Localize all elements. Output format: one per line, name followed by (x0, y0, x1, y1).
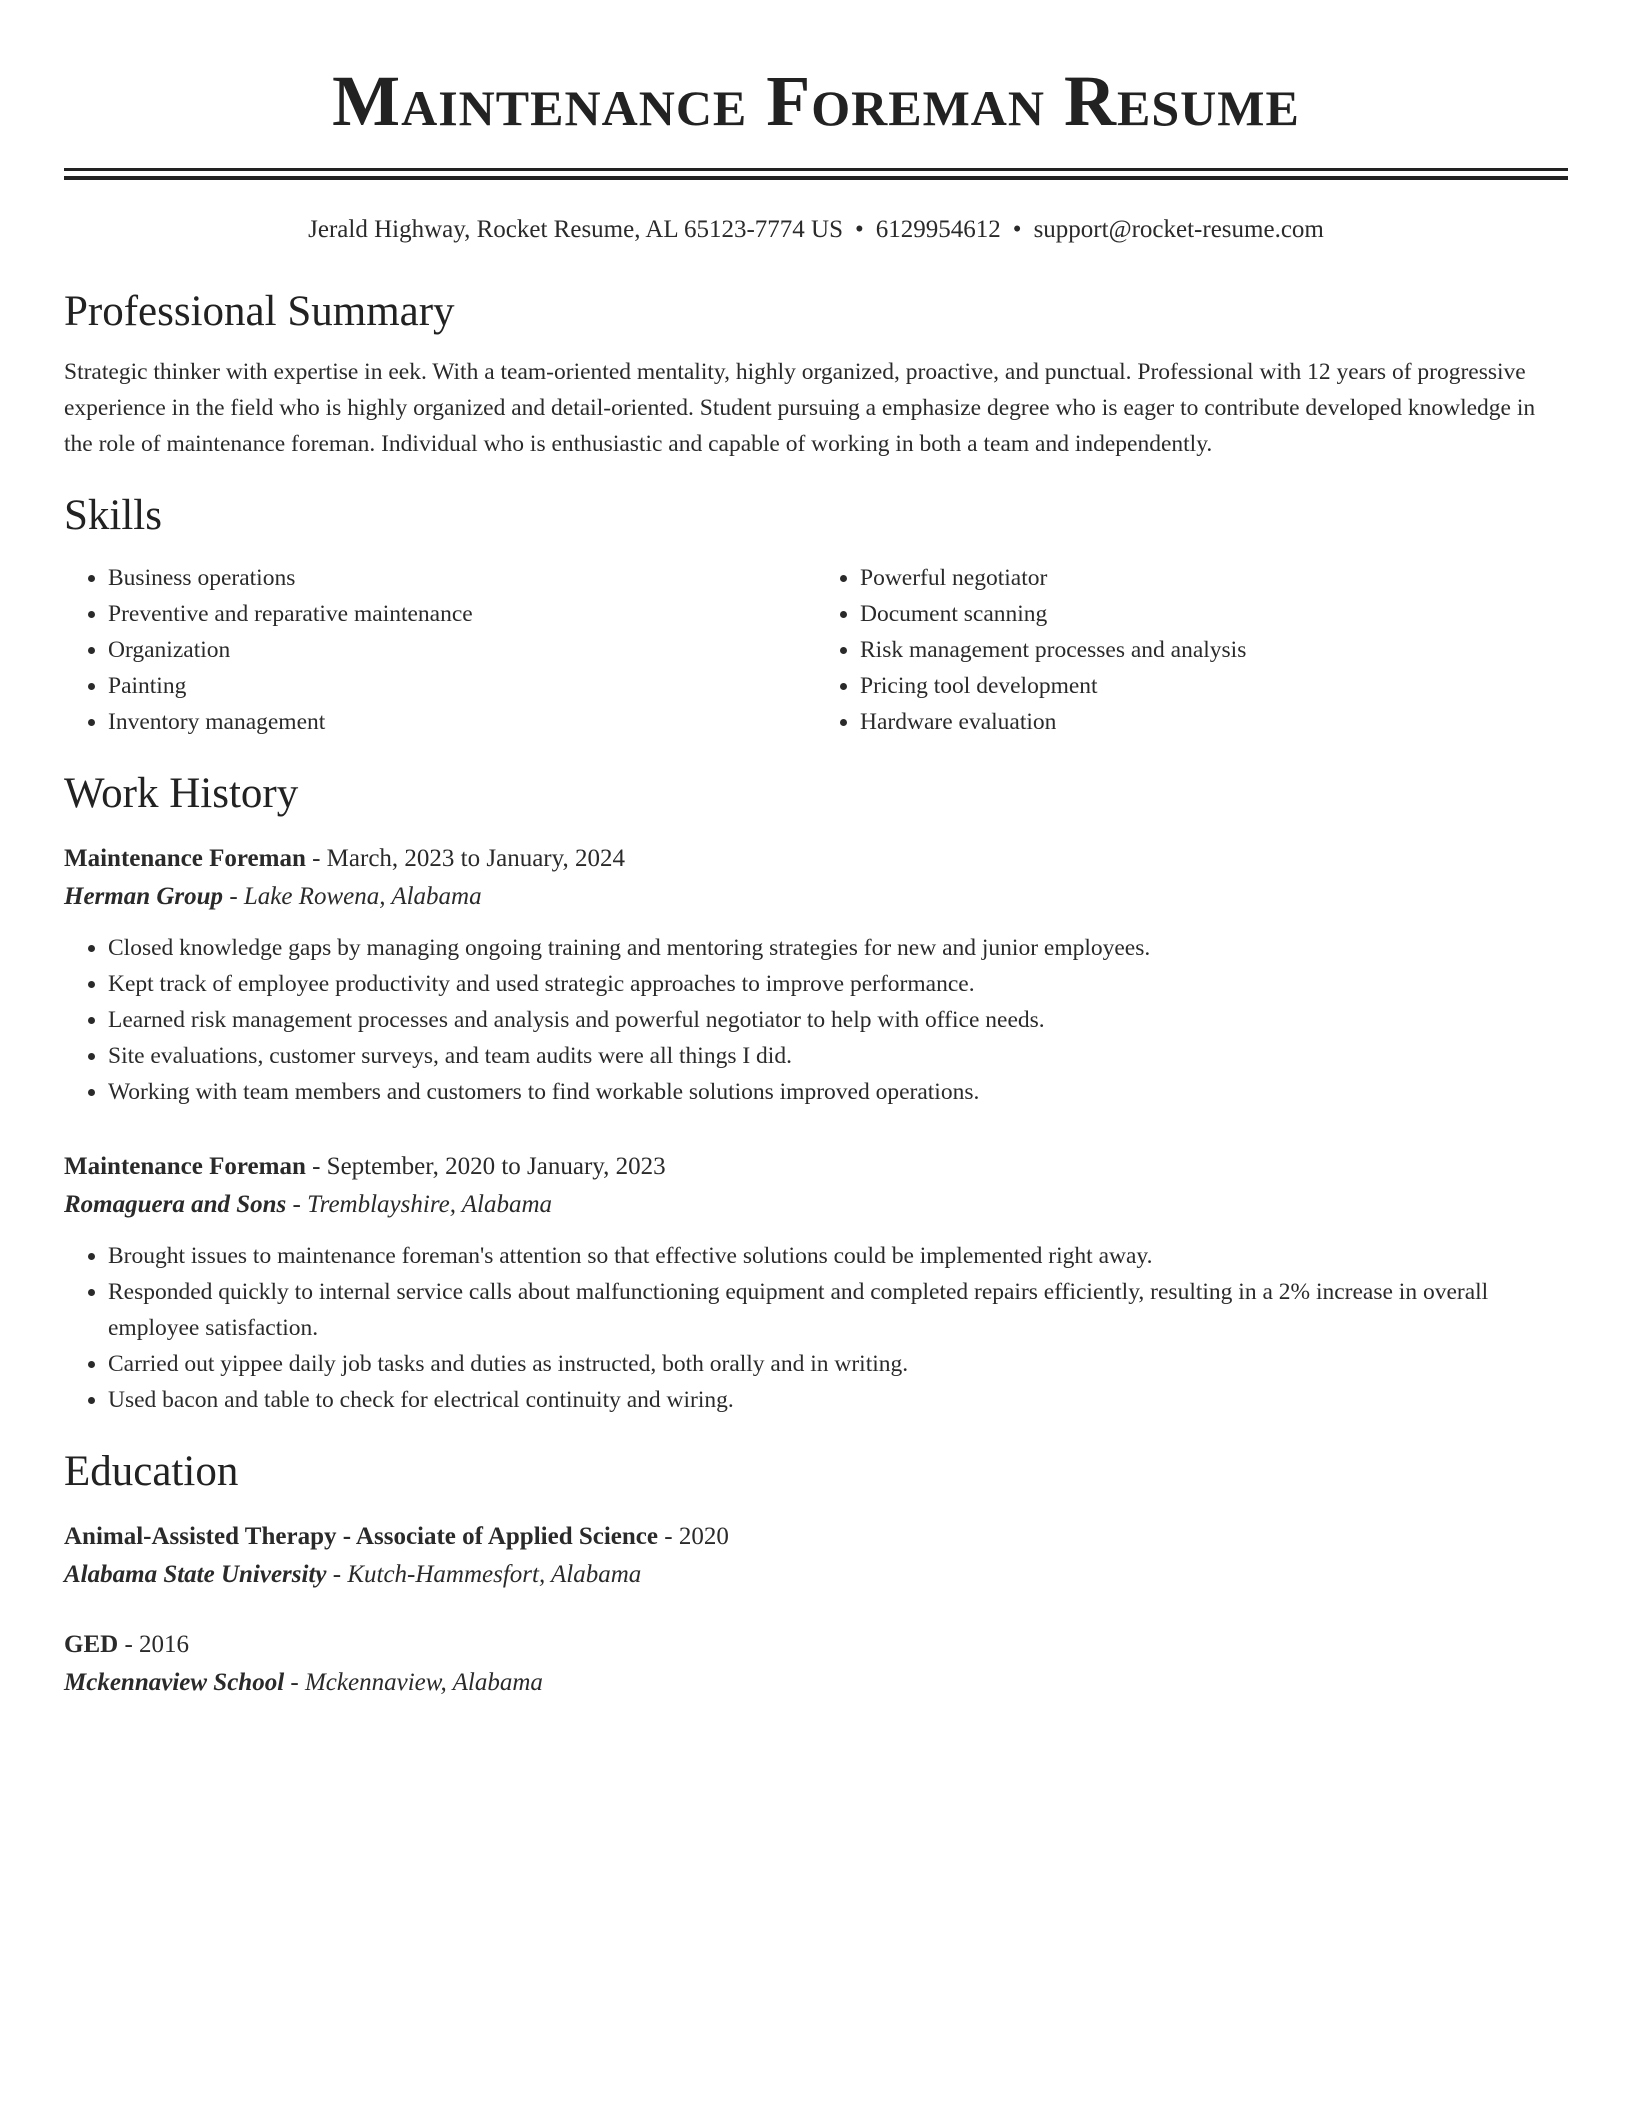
job-title: Maintenance Foreman (64, 1153, 306, 1180)
skill-item: • Painting (108, 668, 816, 704)
skills-heading: Skills (64, 492, 162, 539)
skill-item: • Risk management processes and analysis (860, 632, 1568, 668)
skill-item: • Inventory management (108, 704, 816, 740)
job-bullet: • Site evaluations, customer surveys, and team audits were all things I did. (108, 1038, 1568, 1074)
education-heading: Education (64, 1448, 239, 1495)
education-school-line (64, 1664, 1568, 1702)
job-title-line (64, 840, 1568, 878)
title-divider (64, 168, 1568, 180)
job-bullet: • Learned risk management processes and analysis and powerful negotiator to help with office needs. (108, 1002, 1568, 1038)
education-degree: Animal-Assisted Therapy - Associate of Applied Science (64, 1523, 658, 1550)
education-degree-line (64, 1518, 1568, 1556)
contact-address: Jerald Highway, Rocket Resume, AL 65123-7774 US (308, 216, 844, 243)
job-dates: - March, 2023 to January, 2024 (305, 845, 625, 872)
skill-item: • Document scanning (860, 596, 1568, 632)
education-degree-line (64, 1626, 1568, 1664)
job-bullet: • Used bacon and table to check for electrical continuity and wiring. (108, 1382, 1568, 1418)
education-year: - 2016 (118, 1631, 190, 1658)
education-location: - Mckennaview, Alabama (284, 1669, 543, 1696)
education-entry (64, 1626, 1568, 1702)
education-entry (64, 1518, 1568, 1594)
skill-item: • Powerful negotiator (860, 560, 1568, 596)
job-location: - Lake Rowena, Alabama (223, 883, 482, 910)
job-location: - Tremblayshire, Alabama (286, 1191, 553, 1218)
education-year: - 2020 (658, 1523, 729, 1550)
contact-separator: • (1012, 216, 1022, 243)
education-degree: GED (64, 1631, 119, 1658)
job-bullet: • Working with team members and customers to find workable solutions improved operations. (108, 1074, 1568, 1110)
work-history-heading: Work History (64, 770, 299, 817)
summary-heading: Professional Summary (64, 288, 455, 335)
job-company-line (64, 878, 1568, 916)
skills-column-right (816, 560, 1568, 740)
job-bullet: • Kept track of employee productivity and used strategic approaches to improve performance. (108, 966, 1568, 1002)
education-school-line (64, 1556, 1568, 1594)
skill-item: • Pricing tool development (860, 668, 1568, 704)
job-bullet: • Carried out yippee daily job tasks and duties as instructed, both orally and in writing. (108, 1346, 1568, 1382)
job-title-line (64, 1148, 1568, 1186)
education-location: - Kutch-Hammesfort, Alabama (326, 1561, 642, 1588)
education-school: Mckennaview School (64, 1669, 285, 1696)
job-company-line (64, 1186, 1568, 1224)
education-school: Alabama State University (64, 1561, 327, 1588)
job-bullet: • Responded quickly to internal service calls about malfunctioning equipment and completed repairs efficiently, resulting in a 2% increase in overall employee satisfaction. (108, 1274, 1568, 1346)
contact-email: support@rocket-resume.com (1033, 216, 1324, 243)
skills-list (64, 560, 1568, 740)
job-company: Herman Group (64, 883, 224, 910)
contact-line (64, 214, 1568, 246)
job-entry (64, 1148, 1568, 1418)
skill-item: • Organization (108, 632, 816, 668)
contact-phone: 6129954612 (875, 216, 1001, 243)
job-title: Maintenance Foreman (64, 845, 306, 872)
skill-item: • Business operations (108, 560, 816, 596)
job-company: Romaguera and Sons (64, 1191, 287, 1218)
resume-title: Maintenance Foreman Resume (332, 61, 1300, 141)
job-bullet: • Closed knowledge gaps by managing ongoing training and mentoring strategies for new and junior employees. (108, 930, 1568, 966)
job-dates: - September, 2020 to January, 2023 (305, 1153, 666, 1180)
job-bullets (64, 1238, 1568, 1418)
skill-item: • Preventive and reparative maintenance (108, 596, 816, 632)
contact-separator: • (855, 216, 864, 243)
summary-text: Strategic thinker with expertise in eek. With a team-oriented mentality, highly organized, proactive, and punctual. Professional with 12 years of progressive experience in the field who is highly organized and detail-oriented. Student pursuing a emphasize degree who is eager to contribute developed knowledge in the role of maintenance foreman. Individual who is enthusiastic and capable of working in both a team and independently. (64, 359, 1536, 457)
job-bullet: • Brought issues to maintenance foreman's attention so that effective solutions could be implemented right away. (108, 1238, 1568, 1274)
job-bullets (64, 930, 1568, 1110)
skills-column-left (64, 560, 816, 740)
job-entry (64, 840, 1568, 1110)
skill-item: • Hardware evaluation (860, 704, 1568, 740)
